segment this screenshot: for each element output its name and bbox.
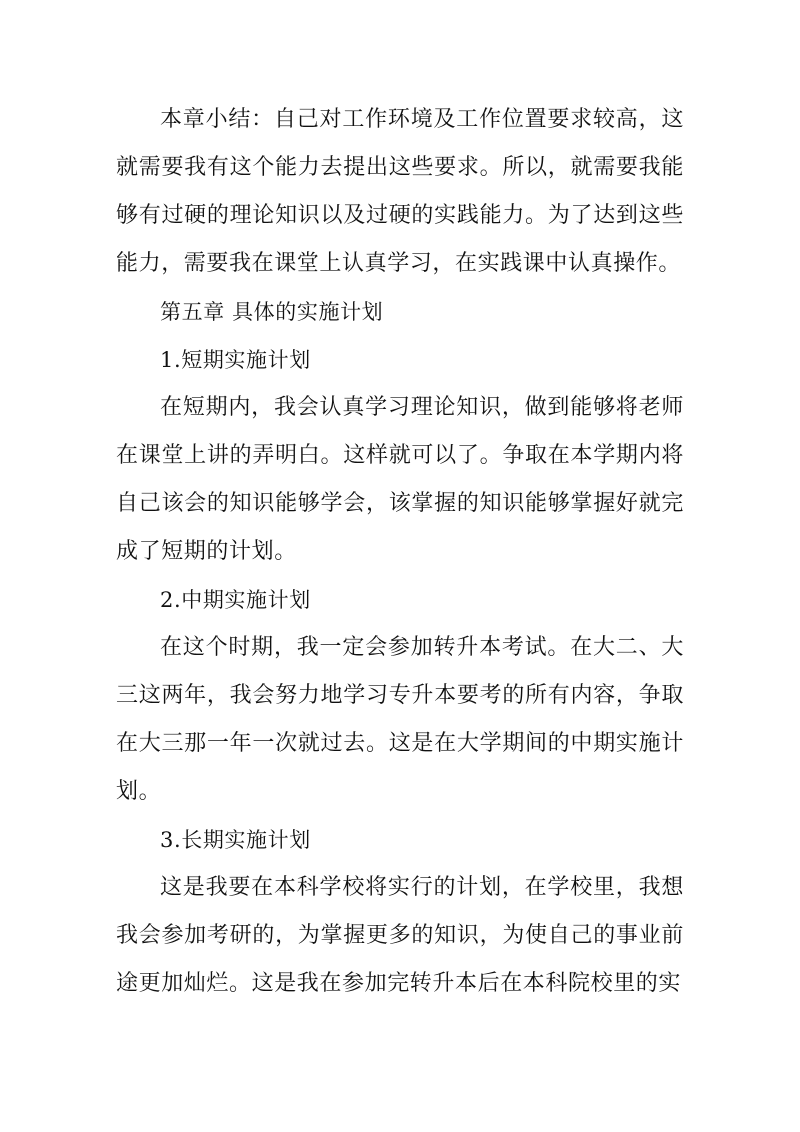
heading-long-term-plan: 3.长期实施计划 (160, 828, 311, 852)
paragraph-mid-term-plan: 在这个时期，我一定会参加转升本考试。在大二、大三这两年，我会努力地学习专升本要考的所有内容，争取在大三那一年一次就过去。这是在大学期间的中期实施计划。 (116, 635, 684, 804)
heading-chapter-five: 第五章 具体的实施计划 (160, 300, 384, 324)
paragraph-long-term-plan: 这是我要在本科学校将实行的计划，在学校里，我想我会参加考研的，为掌握更多的知识，为使自己的事业前途更加灿烂。这是我在参加完转升本后在本科院校里的实 (116, 875, 684, 996)
document-body (116, 96, 684, 1008)
heading-short-term-plan: 1.短期实施计划 (160, 348, 311, 372)
paragraph-short-term-plan: 在短期内，我会认真学习理论知识，做到能够将老师在课堂上讲的弄明白。这样就可以了。争取在本学期内将自己该会的知识能够学会，该掌握的知识能够掌握好就完成了短期的计划。 (116, 395, 684, 564)
heading-mid-term-plan: 2.中期实施计划 (160, 588, 311, 612)
paragraph-chapter-summary: 本章小结：自己对工作环境及工作位置要求较高，这就需要我有这个能力去提出这些要求。所以，就需要我能够有过硬的理论知识以及过硬的实践能力。为了达到这些能力，需要我在课堂上认真学习，在实践课中认真操作。 (116, 107, 684, 276)
